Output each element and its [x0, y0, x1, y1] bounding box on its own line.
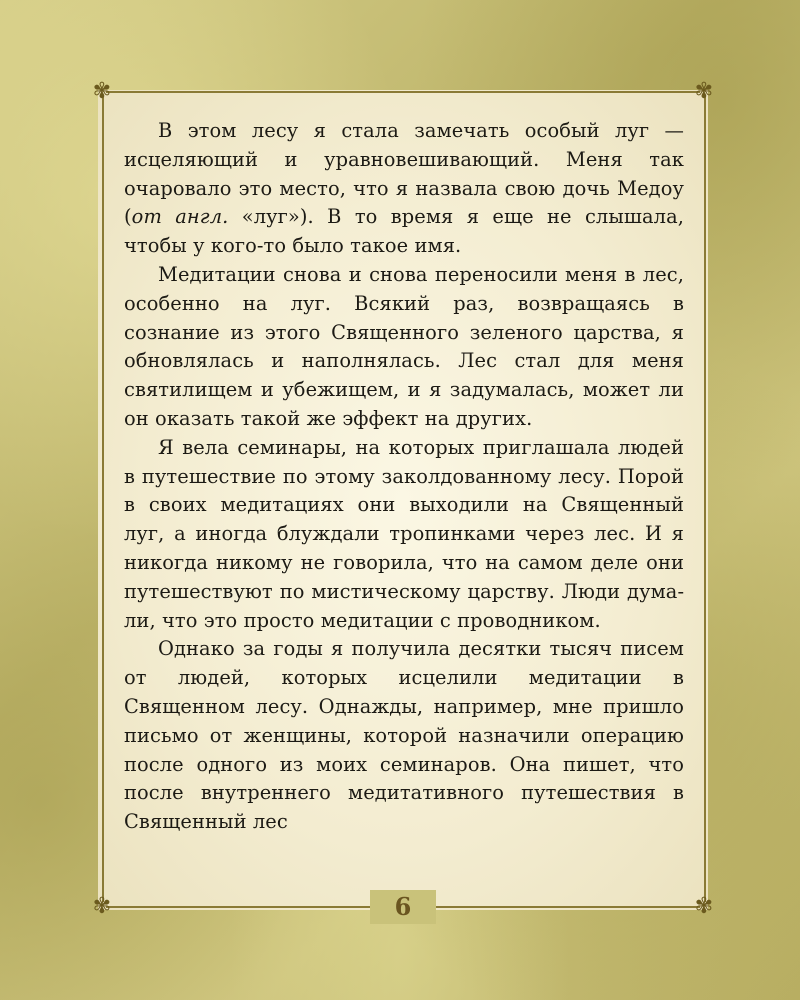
- frame-border-left: [102, 96, 104, 902]
- paragraph-text: В этом лесу я стала замечать особый луг — исцеляющий и уравновешивающий. Меня так очаровало это место, что я назвала свою дочь Медоу (: [124, 119, 684, 229]
- frame-border-right: [704, 96, 706, 902]
- paragraph: Медитации снова и снова переносили меня в лес, особенно на луг. Всякий раз, возвращаясь в сознание из этого Священного зеленого царства, я обновлялась и наполнялась. Лес стал для меня святилищем и убежищем, и я задумалась, может ли он оказать такой же эффект на других.: [124, 262, 684, 430]
- page-number-box: [370, 890, 436, 924]
- italic-note: от англ.: [131, 205, 229, 229]
- paragraph-text: «луг»). В то время я еще не слышала, чтобы у кого-то было такое имя.: [124, 205, 684, 258]
- frame-border-top: [106, 91, 700, 93]
- paragraph: [124, 117, 684, 261]
- corner-ornament-icon: ✾: [92, 894, 112, 919]
- corner-ornament-icon: ✾: [694, 79, 714, 104]
- paragraph: Я вела семинары, на которых приглашала людей в путешествие по этому заколдованному лесу. Порой в своих медитациях они выходили на Священный луг, а иногда блуждали тропинками через лес. И я никогда никому не говорила, что на самом деле они путешествуют по мистическому царству. Люди думали, что это просто медитации с проводником.: [124, 435, 684, 632]
- body-text: [124, 117, 684, 837]
- page-number: 6: [394, 892, 412, 921]
- corner-ornament-icon: ✾: [92, 79, 112, 104]
- paragraph: Однако за годы я получила десятки тысяч писем от людей, которых исцелили медитации в Священном лесу. Однажды, например, мне пришло письмо от женщины, которой назначили операцию после одного из моих семинаров. Она пишет, что после внутреннего медитативного путешествия в Священный лес: [124, 637, 684, 834]
- corner-ornament-icon: ✾: [694, 894, 714, 919]
